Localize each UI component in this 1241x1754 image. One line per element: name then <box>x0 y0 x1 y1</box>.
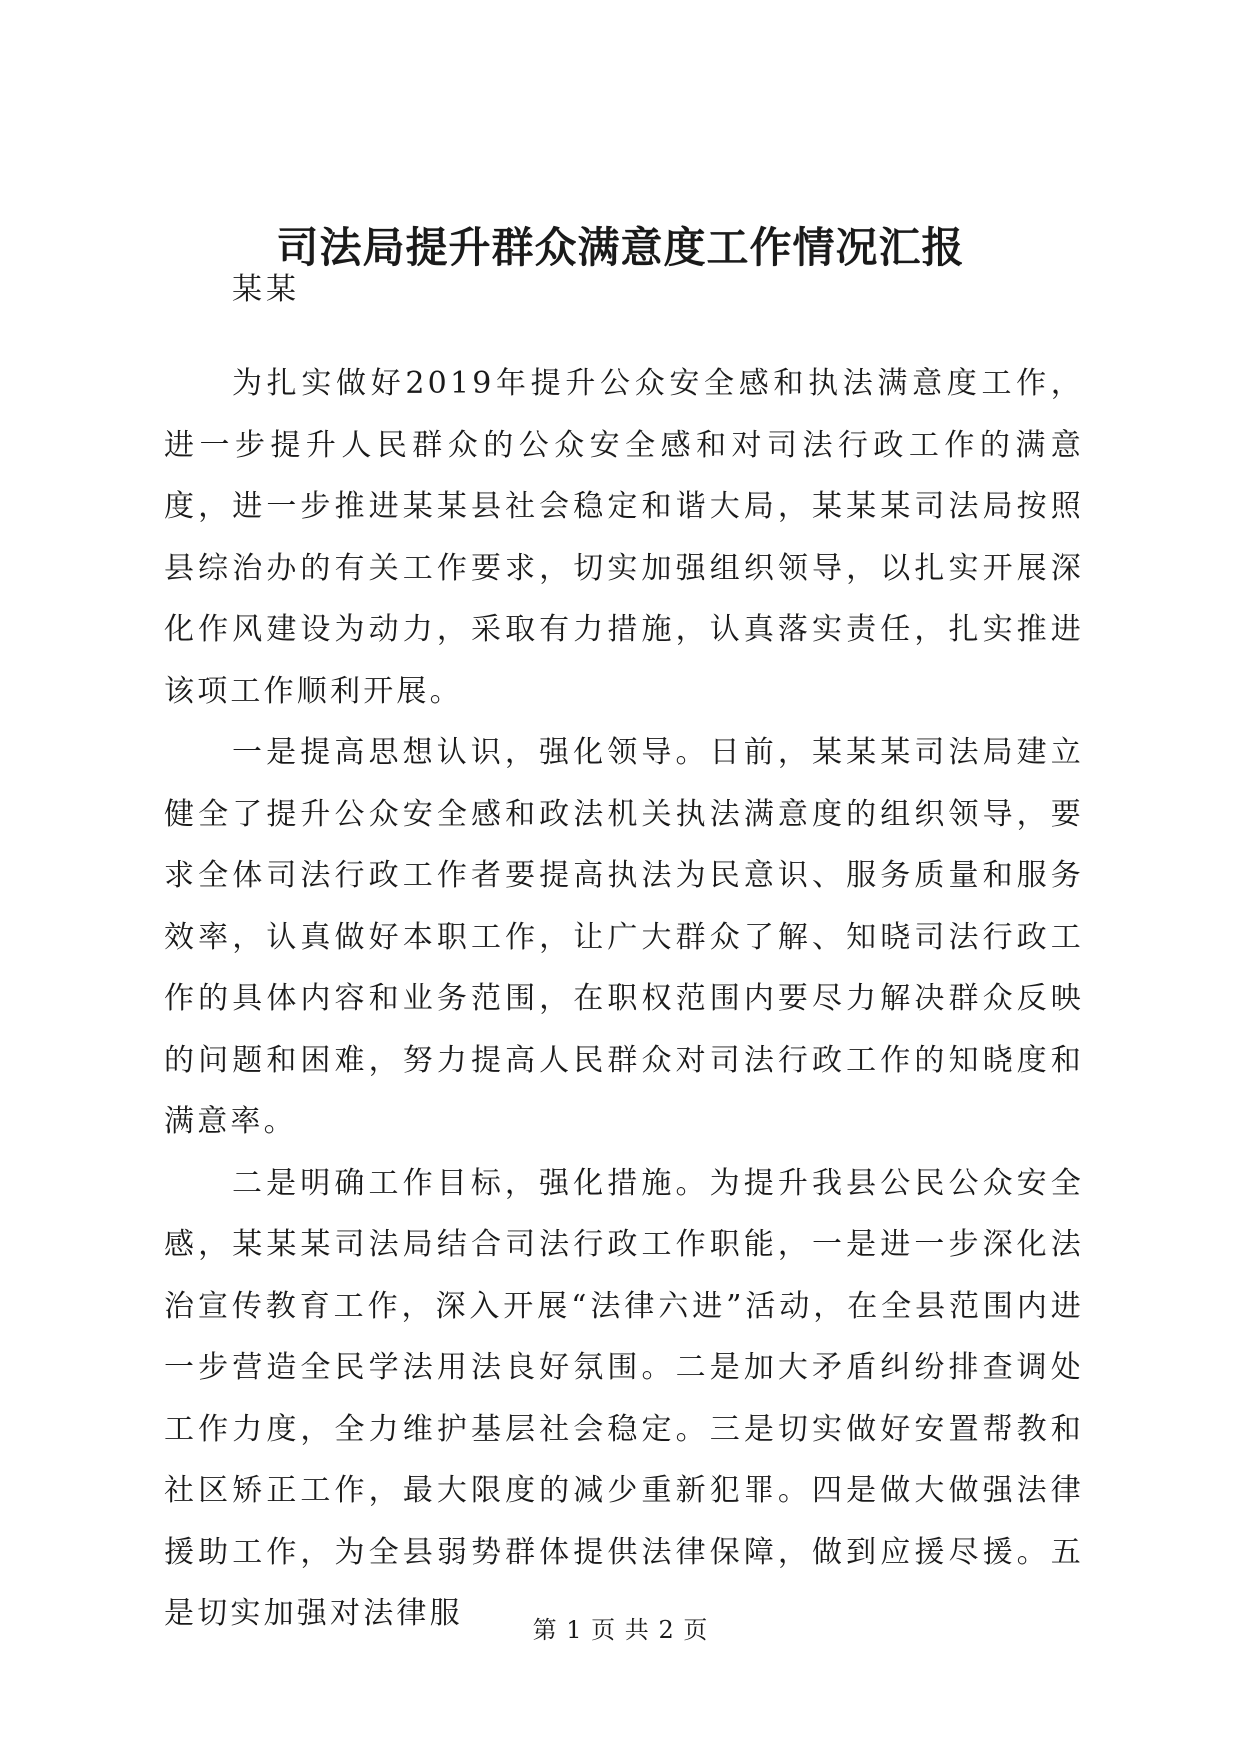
paragraph-point-one: 一是提高思想认识，强化领导。日前，某某某司法局建立健全了提升公众安全感和政法机关执法满意度的组织领导，要求全体司法行政工作者要提高执法为民意识、服务质量和服务效率，认真做好本职工作，让广大群众了解、知晓司法行政工作的具体内容和业务范围，在职权范围内要尽力解决群众反映的问题和困难，努力提高人民群众对司法行政工作的知晓度和满意率。 <box>164 735 1084 1139</box>
paragraph-point-two: 二是明确工作目标，强化措施。为提升我县公民公众安全感，某某某司法局结合司法行政工作职能，一是进一步深化法治宣传教育工作，深入开展“法律六进”活动，在全县范围内进一步营造全民学法用法良好氛围。二是加大矛盾纠纷排查调处工作力度，全力维护基层社会稳定。三是切实做好安置帮教和社区矫正工作，最大限度的减少重新犯罪。四是做大做强法律援助工作，为全县弱势群体提供法律保障，做到应援尽援。五是切实加强对法律服 <box>164 1165 1084 1631</box>
document-body <box>164 353 1084 1645</box>
page-number-footer: 第 1 页 共 2 页 <box>532 1616 709 1644</box>
paragraph-intro: 为扎实做好2019年提升公众安全感和执法满意度工作，进一步提升人民群众的公众安全感和对司法行政工作的满意度，进一步推进某某县社会稳定和谐大局，某某某司法局按照县综治办的有关工作要求，切实加强组织领导，以扎实开展深化作风建设为动力，采取有力措施，认真落实责任，扎实推进该项工作顺利开展。 <box>164 366 1085 709</box>
document-title: 司法局提升群众满意度工作情况汇报 <box>276 223 965 272</box>
author-name: 某某 <box>232 272 300 307</box>
